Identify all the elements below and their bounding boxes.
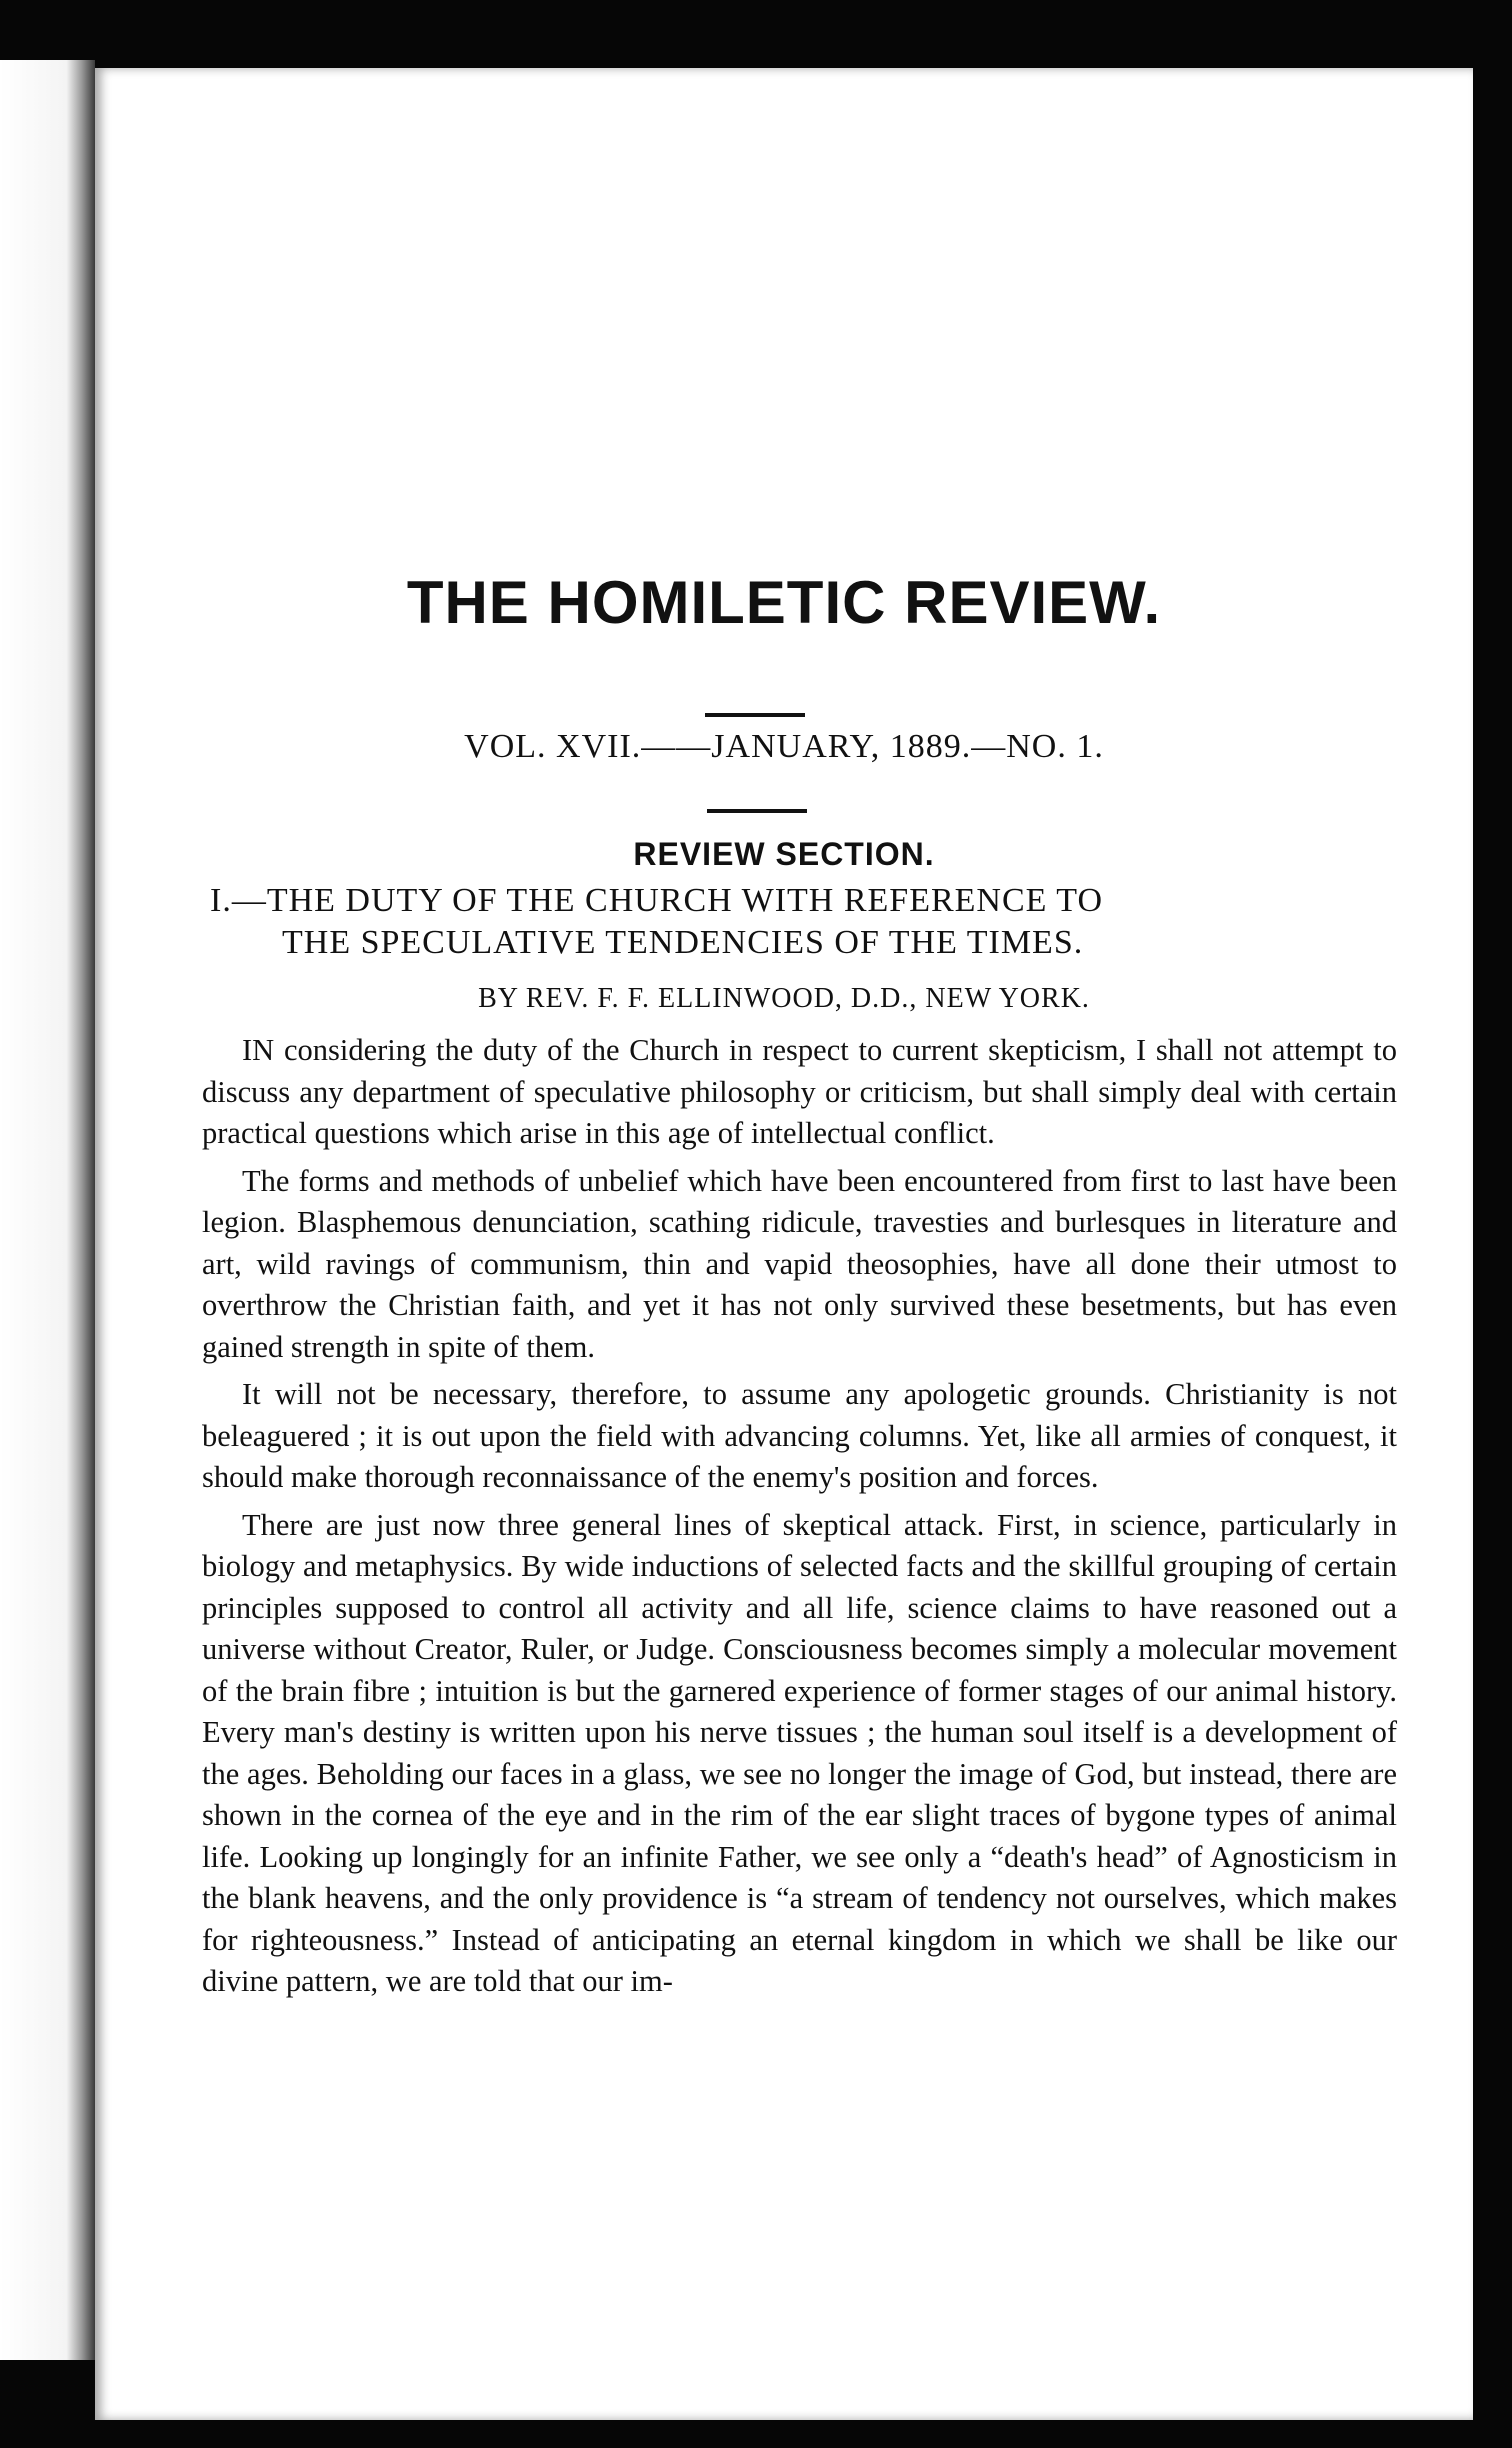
paragraph: It will not be necessary, therefore, to assume any apologetic grounds. Christianity is not beleaguered ; it is out upon the field with advancing columns. Yet, like all armies of conquest, it should make thorough reconnaissance of the enemy's position and forces. [202, 1377, 1397, 1494]
journal-title: THE HOMILETIC REVIEW. [406, 569, 1162, 636]
issue-rule [707, 809, 807, 813]
issue-line: VOL. XVII.——JANUARY, 1889.—NO. 1. [464, 728, 1104, 765]
article-title-line-1: I.—THE DUTY OF THE CHURCH WITH REFERENCE TO [210, 882, 1103, 919]
paragraph: There are just now three general lines of skeptical attack. First, in science, particularly in biology and metaphysics. By wide inductions of selected facts and the skillful grouping of certain principles supposed to control all activity and all life, science claims to have reasoned out a universe without Creator, Ruler, or Judge. Consciousness becomes simply a molecular movement of the brain fibre ; intuition is but the garnered experience of former stages of our animal history. Every man's destiny is written upon his nerve tissues ; the human soul itself is a development of the ages. Beholding our faces in a glass, we see no longer the image of God, but instead, there are shown in the cornea of the eye and in the rim of the ear slight traces of bygone types of animal life. Looking up longingly for an infinite Father, we see only a “death's head” of Agnosticism in the blank heavens, and the only providence is “a stream of tendency not ourselves, which makes for righteousness.” Instead of anticipating an eternal kingdom in which we shall be like our divine pattern, we are told that our im- [202, 1507, 1397, 1998]
article-byline: BY REV. F. F. ELLINWOOD, D.D., NEW YORK. [478, 983, 1090, 1014]
title-rule [705, 713, 805, 717]
article-body [202, 1030, 1397, 2009]
section-heading: REVIEW SECTION. [633, 836, 935, 872]
article-title [210, 880, 1400, 964]
facing-page-edge [0, 60, 95, 2360]
article-title-line-2: THE SPECULATIVE TENDENCIES OF THE TIMES. [282, 924, 1084, 961]
journal-page [95, 68, 1473, 2420]
paragraph: The forms and methods of unbelief which have been encountered from first to last have been legion. Blasphemous denunciation, scathing ridicule, travesties and burlesques in literature and art, wild ravings of communism, thin and vapid theosophies, have all done their utmost to overthrow the Christian faith, and yet it has not only survived these besetments, but has even gained strength in spite of them. [202, 1163, 1397, 1364]
paragraph: IN considering the duty of the Church in respect to current skepticism, I shall not attempt to discuss any department of speculative philosophy or criticism, but shall simply deal with certain practical questions which arise in this age of intellectual conflict. [202, 1033, 1397, 1150]
